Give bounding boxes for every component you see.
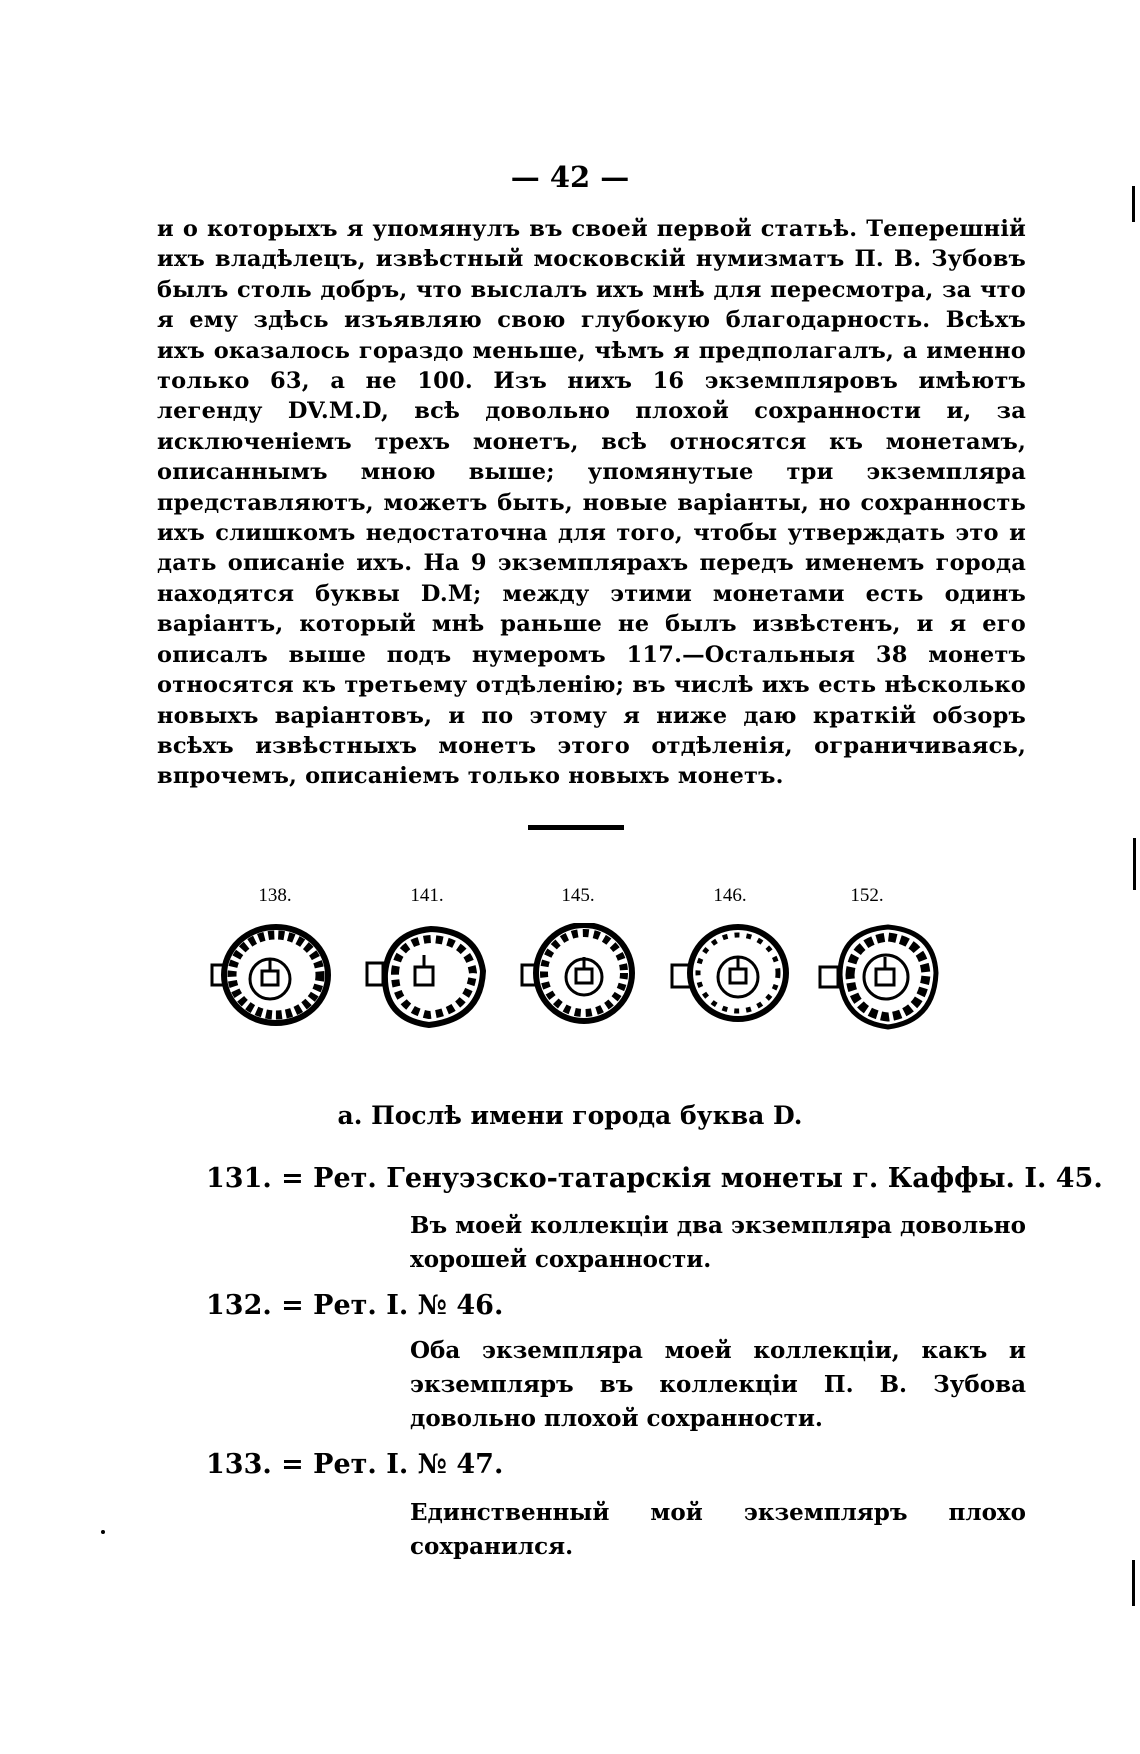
- entry-heading-133: 133. = Рет. I. № 47.: [206, 1449, 504, 1480]
- coin-image-141: [365, 923, 495, 1033]
- coin-label-138: 138.: [258, 885, 292, 906]
- scan-artifact-dot: [101, 1530, 105, 1534]
- scan-artifact-mark: [1132, 186, 1135, 222]
- coin-image-152: [818, 923, 948, 1033]
- coin-label-146: 146.: [713, 885, 747, 906]
- coin-label-141: 141.: [410, 885, 444, 906]
- scan-artifact-mark: [1133, 838, 1136, 890]
- entry-note-132: Оба экземпляра моей коллекціи, какъ и экземпляръ въ коллекціи П. В. Зубова довольно плохой сохранности.: [410, 1337, 1026, 1432]
- entry-heading-131: 131. = Рет. Генуэзско-татарскія монеты г. Каффы. I. 45.: [206, 1163, 1103, 1194]
- entry-note-131: Въ моей коллекціи два экземпляра довольно хорошей сохранности.: [410, 1212, 1026, 1273]
- coin-image-146: [670, 923, 800, 1033]
- entry-note-133: Единственный мой экземпляръ плохо сохранился.: [410, 1499, 1026, 1560]
- coin-label-145: 145.: [561, 885, 595, 906]
- body-paragraph: и о которыхъ я упомянулъ въ своей первой статьѣ. Теперешній ихъ владѣлецъ, извѣстный московскій нумизматъ П. В. Зубовъ былъ столь добръ, что выслалъ ихъ мнѣ для пересмотра, за что я ему здѣсь изъявляю свою глубокую благодарность. Всѣхъ ихъ оказалось гораздо меньше, чѣмъ я предполагалъ, а именно только 63, а не 100. Изъ нихъ 16 экземпляровъ имѣютъ легенду DV.M.D, всѣ довольно плохой сохранности и, за исключеніемъ трехъ монетъ, всѣ относятся къ монетамъ, описаннымъ мною выше; упомянутые три экземпляра представляютъ, можетъ быть, новые варіанты, но сохранность ихъ слишкомъ недостаточна для того, чтобы утверждать это и дать описаніе ихъ. На 9 экземплярахъ передъ именемъ города находятся буквы D.M; между этими монетами есть одинъ варіантъ, который мнѣ раньше не былъ извѣстенъ, и я его описалъ выше подъ нумеромъ 117.—Остальныя 38 монетъ относятся къ третьему отдѣленію; въ числѣ ихъ есть нѣсколько новыхъ варіантовъ, и по этому я ниже даю краткій обзоръ всѣхъ извѣстныхъ монетъ этого отдѣленія, ограничиваясь, впрочемъ, описаніемъ только новыхъ монетъ.: [157, 216, 1026, 790]
- section-heading: а. Послѣ имени города буква D.: [337, 1101, 803, 1130]
- entry-heading-132: 132. = Рет. I. № 46.: [206, 1290, 504, 1321]
- coin-image-145: [520, 923, 650, 1033]
- page-number: — 42 —: [510, 160, 630, 194]
- section-divider: [528, 825, 624, 830]
- coin-illustrations: [200, 885, 980, 1045]
- coin-label-152: 152.: [850, 885, 884, 906]
- scan-artifact-mark: [1132, 1560, 1135, 1606]
- coin-image-138: [210, 923, 340, 1033]
